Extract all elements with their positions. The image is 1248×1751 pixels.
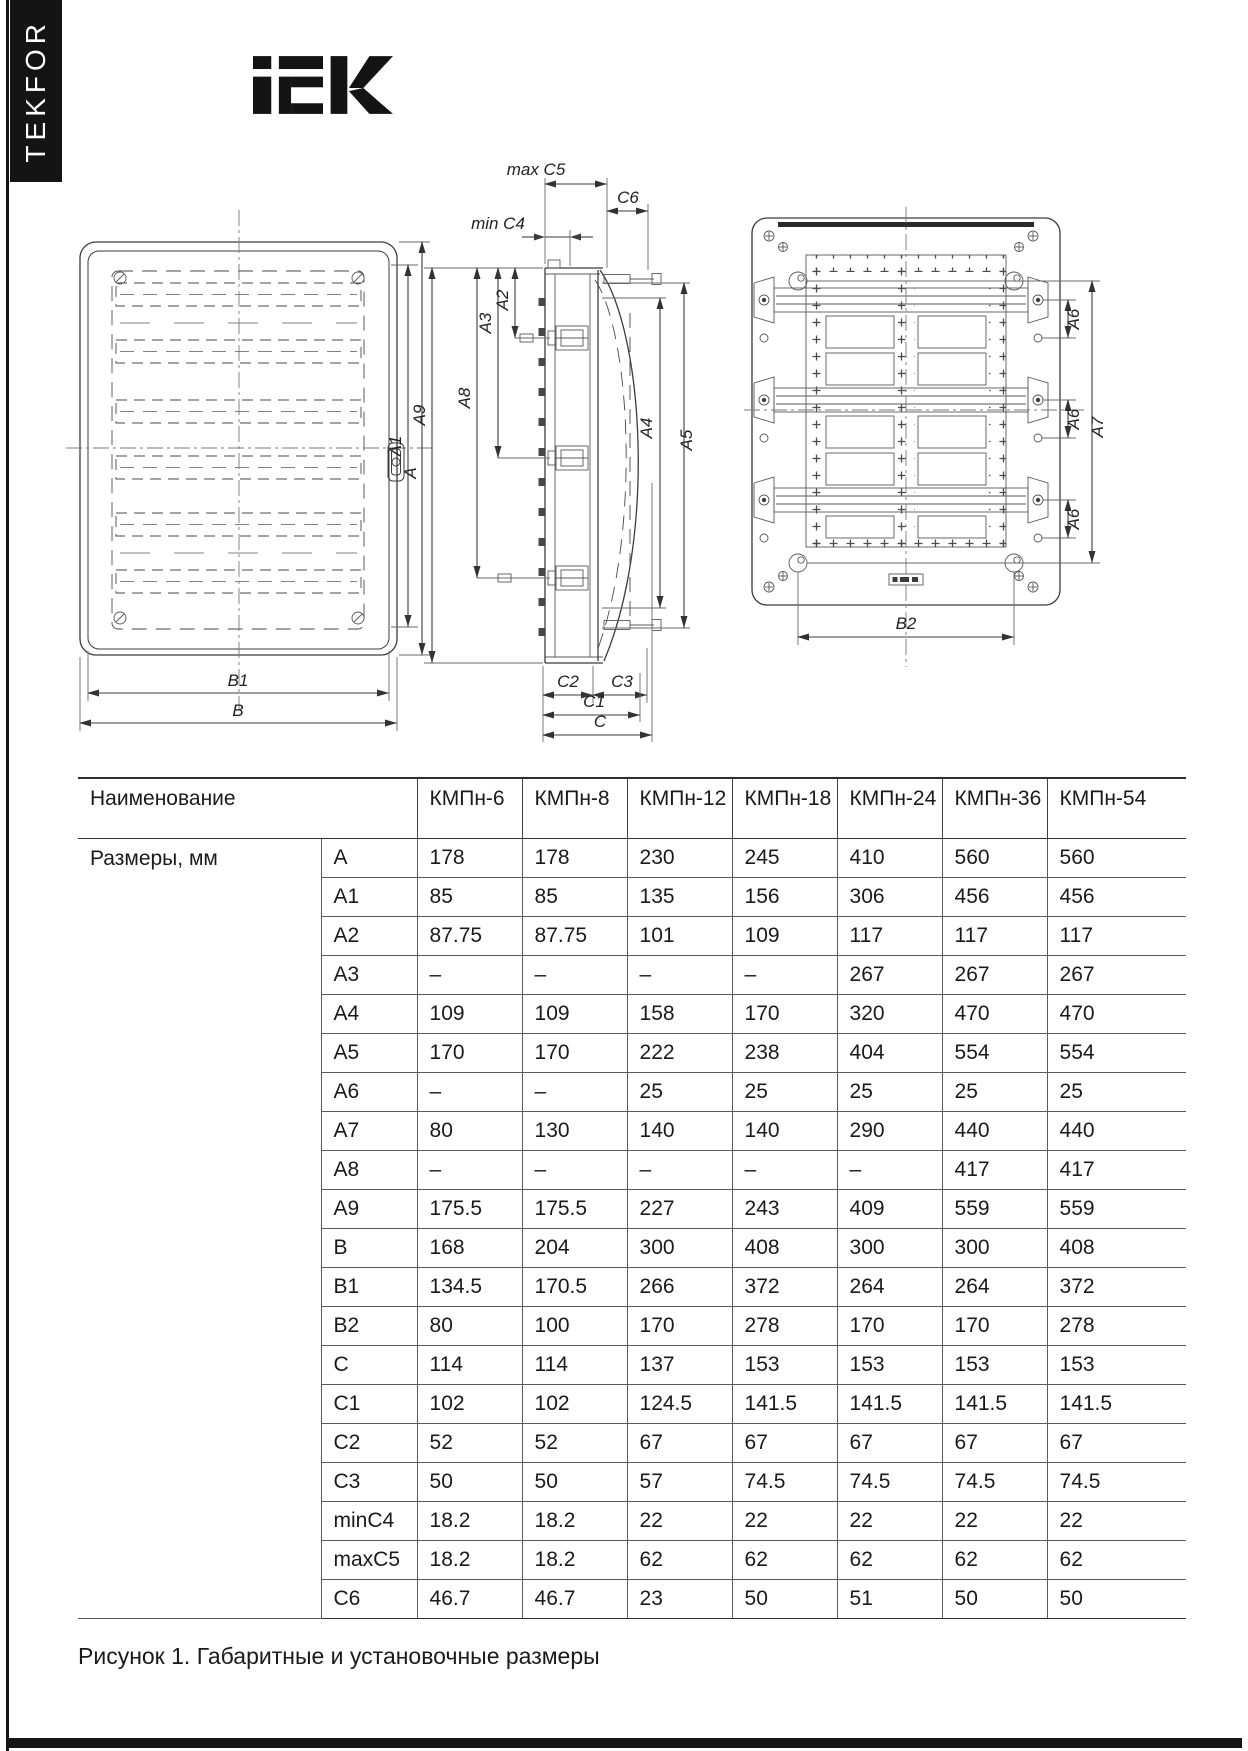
table-value-cell: 559 (942, 1189, 1047, 1228)
table-value-cell: 67 (627, 1423, 732, 1462)
table-value-cell: 440 (1047, 1111, 1186, 1150)
table-value-cell: 170 (732, 994, 837, 1033)
brand-mark (889, 574, 923, 585)
table-value-cell: 50 (1047, 1579, 1186, 1618)
dim-label-c6: C6 (617, 188, 639, 207)
table-header-model-6: КМПн-36 (942, 778, 1047, 838)
table-value-cell: 245 (732, 838, 837, 877)
table-value-cell: 158 (627, 994, 732, 1033)
table-value-cell: 109 (417, 994, 522, 1033)
table-value-cell: 560 (942, 838, 1047, 877)
side-rail-sections (548, 326, 588, 590)
table-value-cell: 300 (627, 1228, 732, 1267)
dim-label-a7: A7 (1088, 416, 1107, 438)
table-value-cell: 85 (522, 877, 627, 916)
table-value-cell: 175.5 (522, 1189, 627, 1228)
table-value-cell: 46.7 (417, 1579, 522, 1618)
table-value-cell: – (417, 955, 522, 994)
dim-label-c: C (593, 712, 607, 731)
table-value-cell: – (837, 1150, 942, 1189)
table-value-cell: 102 (522, 1384, 627, 1423)
table-header-model-1: КМПн-6 (417, 778, 522, 838)
table-value-cell: 306 (837, 877, 942, 916)
table-header-name: Наименование (78, 778, 417, 838)
dim-label-c3: C3 (611, 672, 633, 691)
table-value-cell: 153 (1047, 1345, 1186, 1384)
table-value-cell: 227 (627, 1189, 732, 1228)
page-edge-line (6, 0, 9, 1751)
table-value-cell: 25 (627, 1072, 732, 1111)
table-value-cell: 22 (627, 1501, 732, 1540)
table-param-cell: minC4 (321, 1501, 417, 1540)
table-value-cell: – (417, 1072, 522, 1111)
table-row (78, 838, 1186, 877)
table-value-cell: 170 (522, 1033, 627, 1072)
table-value-cell: 109 (522, 994, 627, 1033)
table-value-cell: 18.2 (522, 1501, 627, 1540)
table-value-cell: 80 (417, 1306, 522, 1345)
table-value-cell: 178 (417, 838, 522, 877)
table-value-cell: 114 (417, 1345, 522, 1384)
table-value-cell: 290 (837, 1111, 942, 1150)
table-value-cell: 141.5 (1047, 1384, 1186, 1423)
table-value-cell: 300 (837, 1228, 942, 1267)
table-value-cell: 267 (837, 955, 942, 994)
table-value-cell: 67 (1047, 1423, 1186, 1462)
table-value-cell: 25 (1047, 1072, 1186, 1111)
table-value-cell: 22 (837, 1501, 942, 1540)
table-param-cell: maxC5 (321, 1540, 417, 1579)
table-value-cell: 117 (837, 916, 942, 955)
table-value-cell: 554 (1047, 1033, 1186, 1072)
side-screws (604, 274, 661, 631)
table-value-cell: 230 (627, 838, 732, 877)
table-value-cell: 62 (627, 1540, 732, 1579)
table-value-cell: 170 (942, 1306, 1047, 1345)
dim-label-a: A (401, 467, 420, 479)
table-value-cell: 267 (942, 955, 1047, 994)
table-value-cell: 470 (1047, 994, 1186, 1033)
table-value-cell: – (522, 1150, 627, 1189)
dim-label-max-c5: max C5 (506, 160, 566, 179)
table-param-cell: A1 (321, 877, 417, 916)
table-value-cell: 140 (732, 1111, 837, 1150)
table-value-cell: 559 (1047, 1189, 1186, 1228)
table-value-cell: 404 (837, 1033, 942, 1072)
table-param-cell: A8 (321, 1150, 417, 1189)
table-value-cell: 554 (942, 1033, 1047, 1072)
table-value-cell: 456 (1047, 877, 1186, 916)
front-view-drawing (64, 205, 439, 745)
table-value-cell: 74.5 (732, 1462, 837, 1501)
table-value-cell: 266 (627, 1267, 732, 1306)
table-value-cell: 18.2 (522, 1540, 627, 1579)
table-value-cell: 372 (1047, 1267, 1186, 1306)
table-value-cell: – (417, 1150, 522, 1189)
table-value-cell: 178 (522, 838, 627, 877)
table-value-cell: 170 (837, 1306, 942, 1345)
table-param-cell: C3 (321, 1462, 417, 1501)
table-value-cell: 52 (417, 1423, 522, 1462)
side-view-drawing (398, 148, 698, 748)
table-value-cell: 278 (1047, 1306, 1186, 1345)
table-param-cell: A6 (321, 1072, 417, 1111)
dim-label-c2: C2 (557, 672, 579, 691)
table-value-cell: 25 (942, 1072, 1047, 1111)
iek-logo (253, 47, 393, 123)
table-value-cell: 62 (837, 1540, 942, 1579)
table-param-cell: A3 (321, 955, 417, 994)
table-value-cell: 23 (627, 1579, 732, 1618)
table-value-cell: 320 (837, 994, 942, 1033)
dim-label-a1: A1 (386, 435, 405, 457)
dimensions-table (78, 777, 1186, 1619)
table-param-cell: A5 (321, 1033, 417, 1072)
table-value-cell: 153 (942, 1345, 1047, 1384)
table-value-cell: – (627, 1150, 732, 1189)
table-value-cell: 264 (837, 1267, 942, 1306)
table-header-model-2: КМПн-8 (522, 778, 627, 838)
dim-label-a6-2: A6 (1064, 408, 1083, 430)
table-value-cell: 141.5 (942, 1384, 1047, 1423)
front-dimensions (80, 242, 430, 731)
table-param-cell: C1 (321, 1384, 417, 1423)
table-value-cell: 50 (942, 1579, 1047, 1618)
table-value-cell: 85 (417, 877, 522, 916)
table-value-cell: 153 (732, 1345, 837, 1384)
table-param-cell: B (321, 1228, 417, 1267)
table-value-cell: 168 (417, 1228, 522, 1267)
table-value-cell: 175.5 (417, 1189, 522, 1228)
table-value-cell: 141.5 (837, 1384, 942, 1423)
tekfor-banner-text: TEKFOR (20, 19, 51, 163)
table-value-cell: 62 (732, 1540, 837, 1579)
table-value-cell: 417 (1047, 1150, 1186, 1189)
table-param-cell: C6 (321, 1579, 417, 1618)
front-slot-bands (116, 283, 361, 593)
table-value-cell: 50 (732, 1579, 837, 1618)
table-value-cell: 130 (522, 1111, 627, 1150)
table-value-cell: 50 (417, 1462, 522, 1501)
table-header-model-3: КМПн-12 (627, 778, 732, 838)
table-value-cell: 410 (837, 838, 942, 877)
table-value-cell: 456 (942, 877, 1047, 916)
table-value-cell: – (627, 955, 732, 994)
table-value-cell: 560 (1047, 838, 1186, 877)
dim-label-a6-1: A6 (1064, 308, 1083, 330)
back-dimensions (798, 281, 1107, 645)
table-value-cell: 153 (837, 1345, 942, 1384)
table-value-cell: 134.5 (417, 1267, 522, 1306)
table-value-cell: – (522, 955, 627, 994)
table-header-row (78, 778, 1186, 838)
table-value-cell: 470 (942, 994, 1047, 1033)
dim-label-a2: A2 (493, 289, 512, 311)
table-value-cell: 140 (627, 1111, 732, 1150)
table-value-cell: 278 (732, 1306, 837, 1345)
dim-label-b1: B1 (227, 671, 249, 690)
table-value-cell: 238 (732, 1033, 837, 1072)
dim-label-a5: A5 (677, 429, 696, 451)
table-param-cell: A (321, 838, 417, 877)
table-group-cell: Размеры, мм (78, 838, 321, 1618)
table-value-cell: 22 (732, 1501, 837, 1540)
dim-label-b: B (232, 701, 244, 720)
dim-label-a9: A9 (410, 404, 429, 426)
table-value-cell: 440 (942, 1111, 1047, 1150)
tekfor-banner (10, 0, 62, 182)
table-value-cell: 25 (837, 1072, 942, 1111)
figure-caption: Рисунок 1. Габаритные и установочные размеры (78, 1643, 600, 1669)
table-param-cell: A7 (321, 1111, 417, 1150)
table-value-cell: 243 (732, 1189, 837, 1228)
table-value-cell: 51 (837, 1579, 942, 1618)
table-value-cell: – (732, 955, 837, 994)
table-value-cell: 409 (837, 1189, 942, 1228)
dimensions-table-body (78, 838, 1186, 1618)
dim-label-a8: A8 (455, 387, 474, 409)
table-header-model-7: КМПн-54 (1047, 778, 1186, 838)
table-value-cell: 74.5 (1047, 1462, 1186, 1501)
table-param-cell: C (321, 1345, 417, 1384)
table-param-cell: B2 (321, 1306, 417, 1345)
table-value-cell: 117 (1047, 916, 1186, 955)
page-bottom-bar (6, 1738, 1242, 1748)
table-param-cell: A4 (321, 994, 417, 1033)
table-value-cell: 156 (732, 877, 837, 916)
table-value-cell: 67 (942, 1423, 1047, 1462)
table-value-cell: 117 (942, 916, 1047, 955)
dim-label-a3: A3 (476, 312, 495, 334)
table-value-cell: 300 (942, 1228, 1047, 1267)
table-value-cell: 170.5 (522, 1267, 627, 1306)
table-value-cell: 170 (417, 1033, 522, 1072)
table-value-cell: 52 (522, 1423, 627, 1462)
table-value-cell: 222 (627, 1033, 732, 1072)
table-value-cell: 25 (732, 1072, 837, 1111)
table-value-cell: 22 (942, 1501, 1047, 1540)
table-value-cell: 204 (522, 1228, 627, 1267)
table-value-cell: 135 (627, 877, 732, 916)
table-value-cell: 408 (732, 1228, 837, 1267)
table-value-cell: 267 (1047, 955, 1186, 994)
table-header-model-5: КМПн-24 (837, 778, 942, 838)
table-param-cell: C2 (321, 1423, 417, 1462)
table-value-cell: 46.7 (522, 1579, 627, 1618)
dim-label-c1: C1 (583, 692, 605, 711)
dim-label-b2: B2 (895, 614, 917, 633)
table-value-cell: 141.5 (732, 1384, 837, 1423)
table-value-cell: 67 (732, 1423, 837, 1462)
table-value-cell: 264 (942, 1267, 1047, 1306)
table-value-cell: 102 (417, 1384, 522, 1423)
dim-label-min-c4: min C4 (471, 214, 525, 233)
table-value-cell: 109 (732, 916, 837, 955)
table-value-cell: 87.75 (417, 916, 522, 955)
table-value-cell: 137 (627, 1345, 732, 1384)
table-value-cell: 80 (417, 1111, 522, 1150)
table-value-cell: 22 (1047, 1501, 1186, 1540)
back-view-drawing (740, 195, 1125, 695)
table-value-cell: 74.5 (942, 1462, 1047, 1501)
dim-label-a4: A4 (637, 417, 656, 439)
table-value-cell: 101 (627, 916, 732, 955)
table-value-cell: 408 (1047, 1228, 1186, 1267)
table-param-cell: B1 (321, 1267, 417, 1306)
table-value-cell: 100 (522, 1306, 627, 1345)
table-value-cell: 114 (522, 1345, 627, 1384)
table-value-cell: 372 (732, 1267, 837, 1306)
table-param-cell: A2 (321, 916, 417, 955)
table-value-cell: 57 (627, 1462, 732, 1501)
table-value-cell: 18.2 (417, 1540, 522, 1579)
table-param-cell: A9 (321, 1189, 417, 1228)
table-value-cell: 170 (627, 1306, 732, 1345)
table-value-cell: 74.5 (837, 1462, 942, 1501)
table-value-cell: 417 (942, 1150, 1047, 1189)
table-header-model-4: КМПн-18 (732, 778, 837, 838)
table-value-cell: 67 (837, 1423, 942, 1462)
table-value-cell: – (522, 1072, 627, 1111)
table-value-cell: – (732, 1150, 837, 1189)
table-value-cell: 87.75 (522, 916, 627, 955)
dim-label-a6-3: A6 (1064, 508, 1083, 530)
table-value-cell: 124.5 (627, 1384, 732, 1423)
table-value-cell: 50 (522, 1462, 627, 1501)
table-value-cell: 62 (942, 1540, 1047, 1579)
table-value-cell: 62 (1047, 1540, 1186, 1579)
table-value-cell: 18.2 (417, 1501, 522, 1540)
